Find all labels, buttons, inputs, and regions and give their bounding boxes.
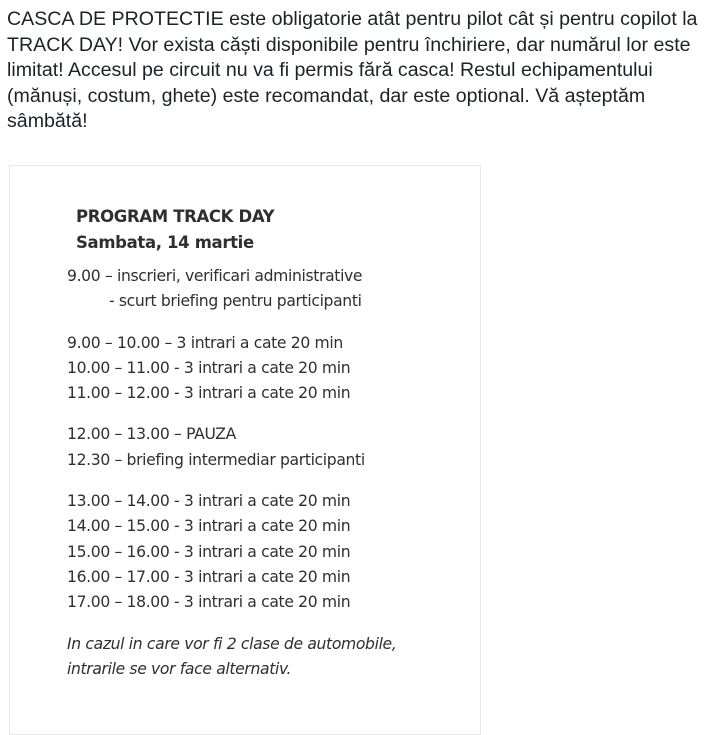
- schedule-document: [67, 204, 477, 682]
- schedule-line: 17.00 – 18.00 - 3 intrari a cate 20 min: [67, 593, 351, 612]
- schedule-line: 12.30 – briefing intermediar participanti: [67, 450, 365, 469]
- note-line: In cazul in care vor fi 2 clase de automobile,: [67, 634, 397, 653]
- schedule-note: [67, 632, 477, 683]
- schedule-line: 11.00 – 12.00 - 3 intrari a cate 20 min: [67, 384, 351, 403]
- afternoon-sessions-block: [67, 489, 477, 615]
- schedule-image[interactable]: [9, 165, 481, 735]
- registration-block: [67, 264, 477, 315]
- schedule-line: - scurt briefing pentru participanti: [109, 292, 362, 311]
- schedule-line: 14.00 – 15.00 - 3 intrari a cate 20 min: [67, 517, 351, 536]
- break-block: [67, 422, 477, 473]
- post-text: CASCA DE PROTECTIE este obligatorie atât pentru pilot cât și pentru copilot la TRACK DAY! Vor exista căști disponibile pentru închiriere, dar numărul lor este limitat! Accesul pe circuit nu va fi permis fără casca! Restul echipamentului (mănuși, costum, ghete) este recomandat, dar este optional. Vă așteptăm sâmbătă!: [7, 8, 698, 133]
- schedule-title: PROGRAM TRACK DAY: [76, 207, 275, 226]
- schedule-line: 10.00 – 11.00 - 3 intrari a cate 20 min: [67, 358, 351, 377]
- morning-sessions-block: [67, 331, 477, 407]
- schedule-line: 16.00 – 17.00 - 3 intrari a cate 20 min: [67, 567, 351, 586]
- schedule-line: 9.00 – 10.00 – 3 intrari a cate 20 min: [67, 333, 343, 352]
- schedule-line: 13.00 – 14.00 - 3 intrari a cate 20 min: [67, 492, 351, 511]
- schedule-date: Sambata, 14 martie: [76, 233, 254, 252]
- schedule-line: 9.00 – inscrieri, verificari administrative: [67, 267, 363, 285]
- schedule-line: 15.00 – 16.00 - 3 intrari a cate 20 min: [67, 542, 351, 561]
- note-line: intrarile se vor face alternativ.: [67, 659, 292, 678]
- schedule-line: 12.00 – 13.00 – PAUZA: [67, 425, 236, 444]
